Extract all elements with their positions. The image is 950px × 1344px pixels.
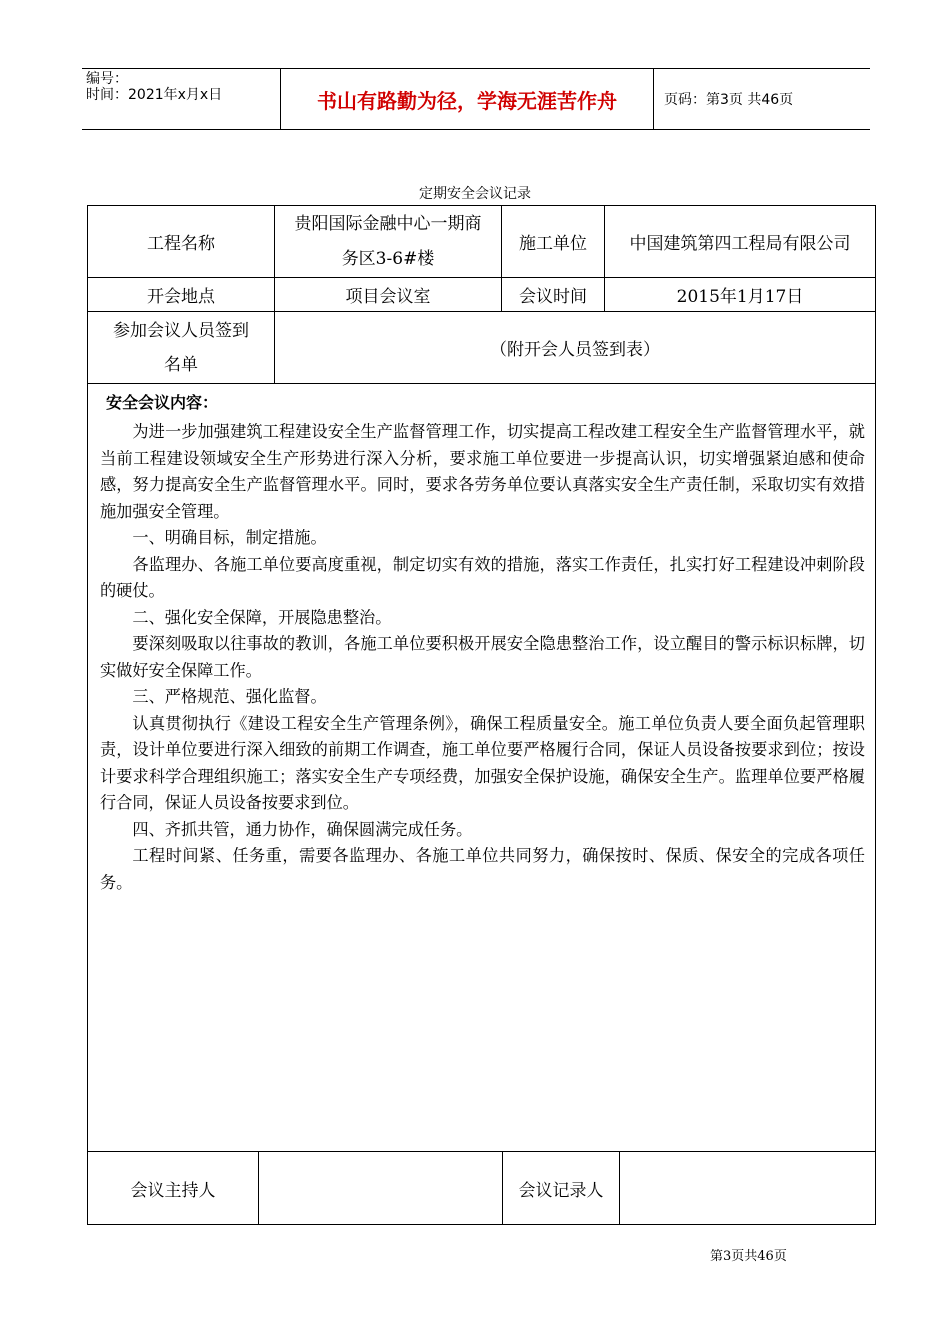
content-section-heading: 一、明确目标，制定措施。: [132, 528, 327, 547]
header-motto: 书山有路勤为径，学海无涯苦作舟: [281, 69, 654, 129]
content-paragraph: 为进一步加强建筑工程建设安全生产监督管理工作，切实提高工程改建工程安全生产监督管理水平，就当前工程建设领域安全生产形势进行深入分析，要求施工单位要进一步提高认识，切实增强紧迫感和使命感，努力提高安全生产监督管理水平。同时，要求各劳务单位要认真落实安全生产责任制，采取切实有效措施加强安全管理。: [100, 422, 865, 521]
host-label: 会议主持人: [88, 1152, 259, 1224]
header-page-info: 页码：第3页 共46页: [664, 92, 794, 108]
table-row-project: [88, 206, 875, 278]
content-paragraph: 认真贯彻执行《建设工程安全生产管理条例》，确保工程质量安全。施工单位负责人要全面负起管理职责，设计单位要进行深入细致的前期工作调查，施工单位要严格履行合同，保证人员设备按要求到位；按设计要求科学合理组织施工；落实安全生产专项经费，加强安全保护设施，确保安全生产。监理单位要严格履行合同，保证人员设备按要求到位。: [100, 713, 865, 812]
recorder-label: 会议记录人: [503, 1152, 620, 1224]
content-paragraph: 要深刻吸取以往事故的教训，各施工单位要积极开展安全隐患整治工作，设立醒目的警示标识标牌，切实做好安全保障工作。: [100, 634, 865, 680]
header-meta: [82, 69, 281, 129]
document-number-label: 编号：: [86, 71, 128, 87]
attendees-value: （附开会人员签到表）: [490, 340, 660, 360]
content-paragraph: 各监理办、各施工单位要高度重视，制定切实有效的措施，落实工作责任，扎实打好工程建设冲刺阶段的硬仗。: [100, 554, 865, 600]
meeting-record-table: [87, 205, 876, 1225]
document-time: 时间：2021年x月x日: [86, 87, 223, 103]
page-header: [82, 68, 870, 130]
attendees-label: [88, 312, 275, 383]
content-section-heading: 二、强化安全保障，开展隐患整治。: [132, 607, 392, 627]
project-name-value: [275, 206, 502, 277]
contractor-value: 中国建筑第四工程局有限公司: [629, 234, 851, 254]
contractor-label: 施工单位: [502, 206, 605, 277]
table-row-signatures: [88, 1152, 875, 1224]
project-name-label: 工程名称: [88, 206, 275, 277]
document-title: 定期安全会议记录: [419, 186, 531, 202]
project-name-line2: 务区3-6#楼: [341, 248, 435, 269]
content-heading: 安全会议内容：: [106, 393, 219, 412]
meeting-time-label: 会议时间: [502, 278, 605, 311]
table-row-attendees: [88, 312, 875, 384]
table-row-location: [88, 278, 875, 312]
host-value: [259, 1152, 503, 1224]
recorder-value: [620, 1152, 875, 1224]
attendees-label-line2: 名单: [164, 354, 198, 375]
content-section-heading: 四、齐抓共管，通力协作，确保圆满完成任务。: [132, 819, 473, 839]
attendees-label-line1: 参加会议人员签到: [113, 320, 249, 341]
meeting-time-value: 2015年1月17日: [676, 287, 804, 307]
location-label: 开会地点: [88, 278, 275, 311]
content-paragraph: 工程时间紧、任务重，需要各监理办、各施工单位共同努力，确保按时、保质、保安全的完成各项任务。: [100, 846, 865, 892]
location-value: 项目会议室: [275, 278, 502, 311]
project-name-line1: 贵阳国际金融中心一期商: [294, 213, 482, 234]
content-section-heading: 三、严格规范、强化监督。: [132, 687, 327, 706]
footer-page-number: 第3页共46页: [710, 1249, 787, 1264]
meeting-content: [88, 384, 875, 1152]
